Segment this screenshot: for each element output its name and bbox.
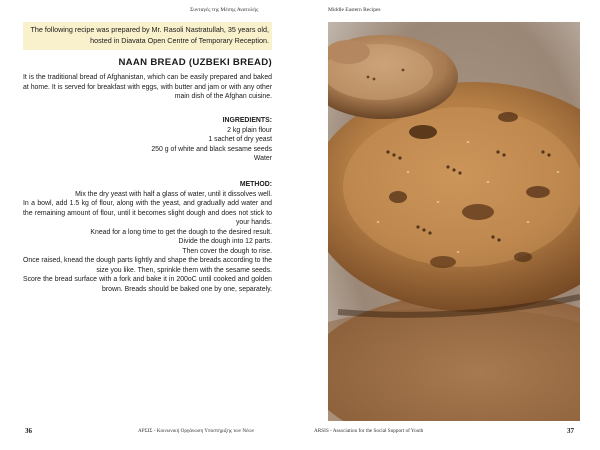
page-number-left: 36 xyxy=(25,427,32,435)
ingredients-section xyxy=(23,116,272,164)
method-step: Once raised, knead the dough parts lightly and shape the breads according to the size you like. Then, sprinkle them with the sesame seeds. xyxy=(23,257,272,274)
footer-right: ARSIS - Association for the Social Support of Youth xyxy=(314,428,424,434)
ingredient-item: 1 sachet of dry yeast xyxy=(208,136,272,143)
method-heading: METHOD: xyxy=(239,181,272,188)
method-step: In a bowl, add 1.5 kg of flour, along with the yeast, and gradually add water and the remaining amount of flour, until it becomes slight dough and does not stick to your hands. xyxy=(23,200,272,226)
intro-paragraph: It is the traditional bread of Afghanistan, which can be easily prepared and baked at home. It is served for breakfast with eggs, with butter and jam or with any other main dish of the Afghan cuisine. xyxy=(23,74,272,100)
right-page xyxy=(300,0,600,450)
method-section xyxy=(23,180,272,294)
recipe-title: NAAN BREAD (UZBEKI BREAD) xyxy=(118,57,272,68)
running-head-right: Middle Eastern Recipes xyxy=(328,7,381,13)
recipe-attribution-box: The following recipe was prepared by Mr. Rasoli Nastratullah, 35 years old, hosted in Diavata Open Centre of Temporary Reception. xyxy=(23,22,272,50)
naan-bread-photo xyxy=(328,22,580,421)
ingredient-item: 2 kg plain flour xyxy=(227,126,272,134)
method-step: Mix the dry yeast with half a glass of water, until it dissolves well. xyxy=(75,190,272,198)
footer-left: ΑΡΣΙΣ - Κοινωνική Οργάνωση Υποστήριξης των Νέων xyxy=(138,428,255,434)
recipe-intro xyxy=(23,73,272,102)
ingredient-item: Water xyxy=(253,155,272,162)
method-step: Divide the dough into 12 parts. xyxy=(178,238,272,245)
method-step: Knead for a long time to get the dough to the desired result. xyxy=(90,228,272,236)
method-step: Then cover the dough to rise. xyxy=(182,247,272,255)
running-head-left: Συνταγές της Μέσης Ανατολής xyxy=(190,7,259,13)
ingredients-heading: INGREDIENTS: xyxy=(222,117,272,124)
method-step: Score the bread surface with a fork and bake it in 200oC until cooked and golden brown. Breads should be baked one by one, separately. xyxy=(23,276,272,293)
page-number-right: 37 xyxy=(567,427,574,435)
ingredient-item: 250 g of white and black sesame seeds xyxy=(151,145,272,153)
